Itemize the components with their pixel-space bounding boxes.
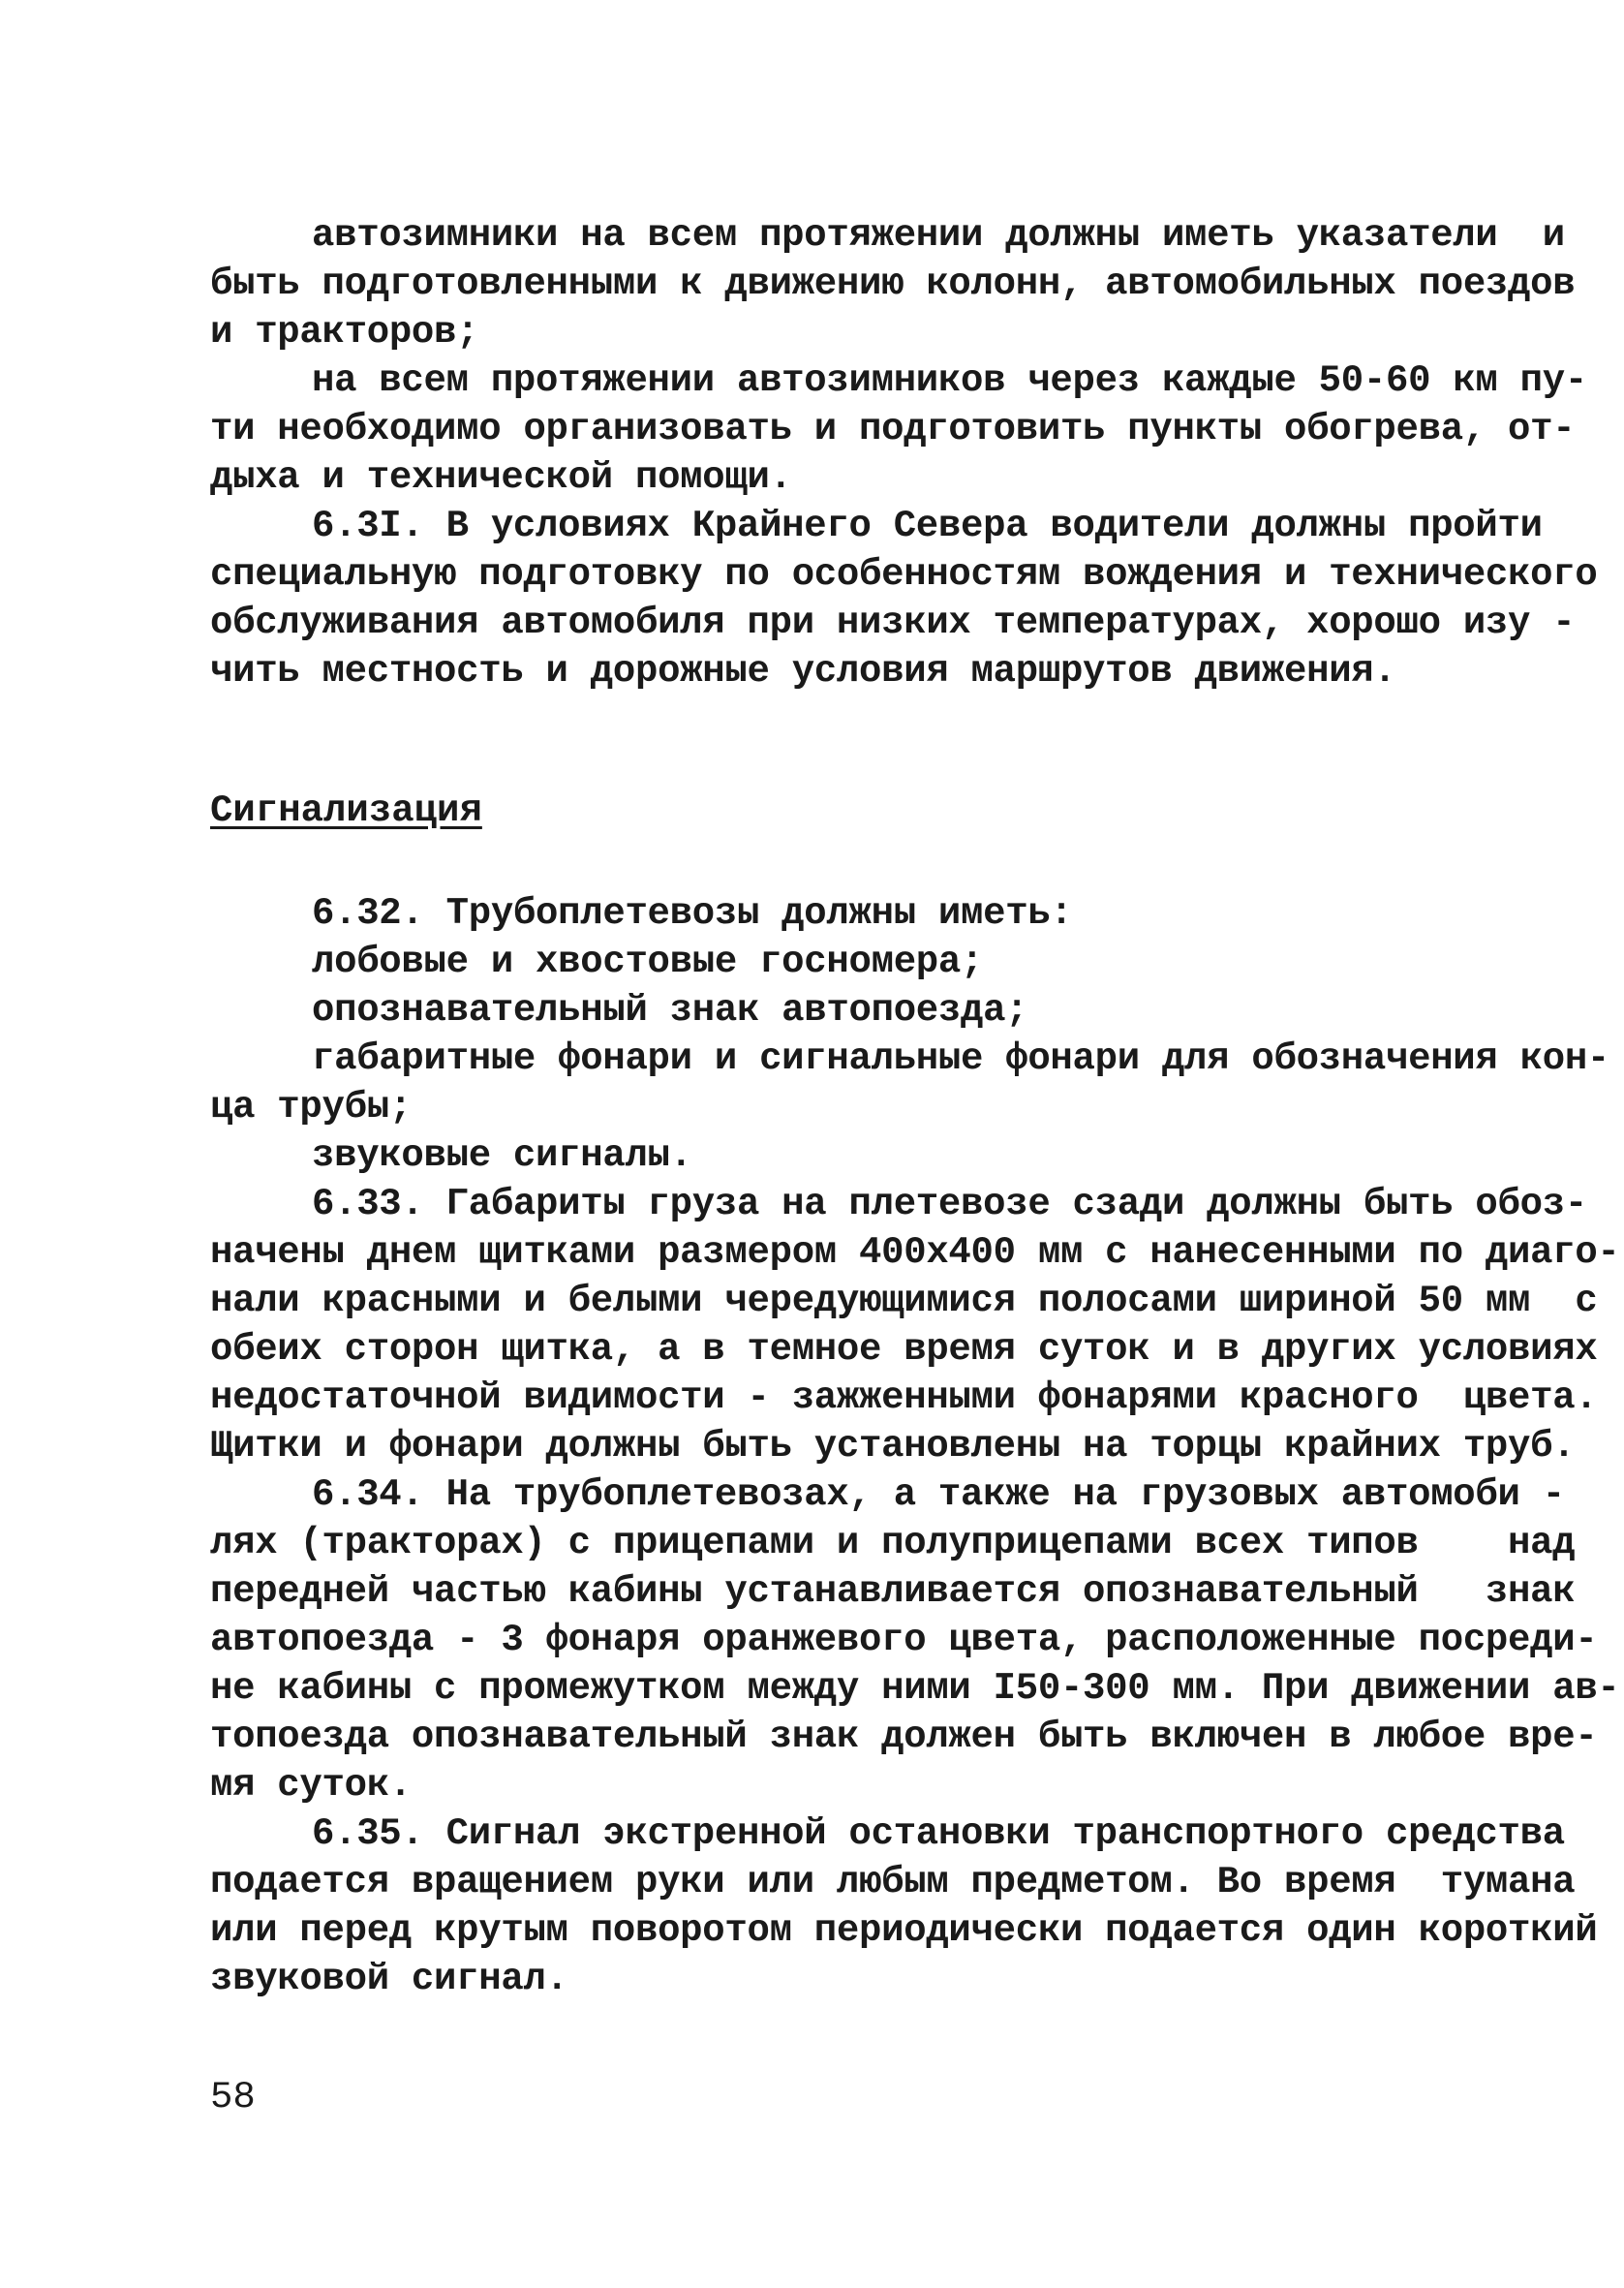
text-line: недостаточной видимости - зажженными фонарями красного цвета.: [210, 1376, 1598, 1419]
text-line: начены днем щитками размером 400х400 мм с нанесенными по диаго-: [210, 1231, 1620, 1274]
text-line: обеих сторон щитка, а в темное время суток и в других условиях: [210, 1328, 1598, 1371]
text-line: 6.3I. В условиях Крайнего Севера водители должны пройти: [312, 505, 1543, 547]
text-line: или перед крутым поворотом периодически подается один короткий: [210, 1909, 1598, 1952]
text-line: 6.32. Трубоплетевозы должны иметь:: [312, 892, 1073, 935]
text-line: лобовые и хвостовые госномера;: [312, 941, 984, 983]
text-line: опознавательный знак автопоезда;: [312, 989, 1028, 1032]
text-line: дыха и технической помощи.: [210, 456, 792, 499]
text-line: ти необходимо организовать и подготовить пункты обогрева, от-: [210, 408, 1576, 450]
text-line: автопоезда - 3 фонаря оранжевого цвета, расположенные посреди-: [210, 1619, 1598, 1661]
text-line: звуковой сигнал.: [210, 1958, 568, 2000]
text-line: передней частью кабины устанавливается опознавательный знак: [210, 1570, 1576, 1613]
text-line: обслуживания автомобиля при низких температурах, хорошо изу -: [210, 602, 1576, 644]
text-line: автозимники на всем протяжении должны иметь указатели и: [312, 214, 1565, 257]
text-line: и тракторов;: [210, 311, 479, 354]
text-line: чить местность и дорожные условия маршрутов движения.: [210, 650, 1396, 693]
text-line: нали красными и белыми чередующимися полосами шириной 50 мм с: [210, 1280, 1598, 1322]
text-line: не кабины с промежутком между ними I50-300 мм. При движении ав-: [210, 1667, 1620, 1710]
text-line: 6.35. Сигнал экстренной остановки транспортного средства: [312, 1812, 1565, 1855]
text-line: лях (тракторах) с прицепами и полуприцепами всех типов над: [210, 1522, 1576, 1564]
text-line: габаритные фонари и сигнальные фонари для обозначения кон-: [312, 1037, 1610, 1080]
text-line: специальную подготовку по особенностям вождения и технического: [210, 553, 1598, 596]
section-heading: Сигнализация: [210, 789, 482, 832]
text-line: подается вращением руки или любым предметом. Во время тумана: [210, 1861, 1576, 1903]
page-number: 58: [210, 2076, 256, 2118]
text-line: на всем протяжении автозимников через каждые 50-60 км пу-: [312, 359, 1587, 402]
text-line: топоезда опознавательный знак должен быть включен в любое вре-: [210, 1716, 1598, 1758]
text-line: ца трубы;: [210, 1086, 412, 1129]
text-line: Щитки и фонари должны быть установлены на торцы крайних труб.: [210, 1425, 1576, 1468]
text-line: 6.33. Габариты груза на плетевозе сзади должны быть обоз-: [312, 1183, 1587, 1225]
text-line: звуковые сигналы.: [312, 1134, 692, 1177]
text-line: 6.34. На трубоплетевозах, а также на грузовых автомоби -: [312, 1473, 1565, 1516]
text-line: мя суток.: [210, 1764, 412, 1807]
text-line: быть подготовленными к движению колонн, автомобильных поездов: [210, 263, 1576, 305]
